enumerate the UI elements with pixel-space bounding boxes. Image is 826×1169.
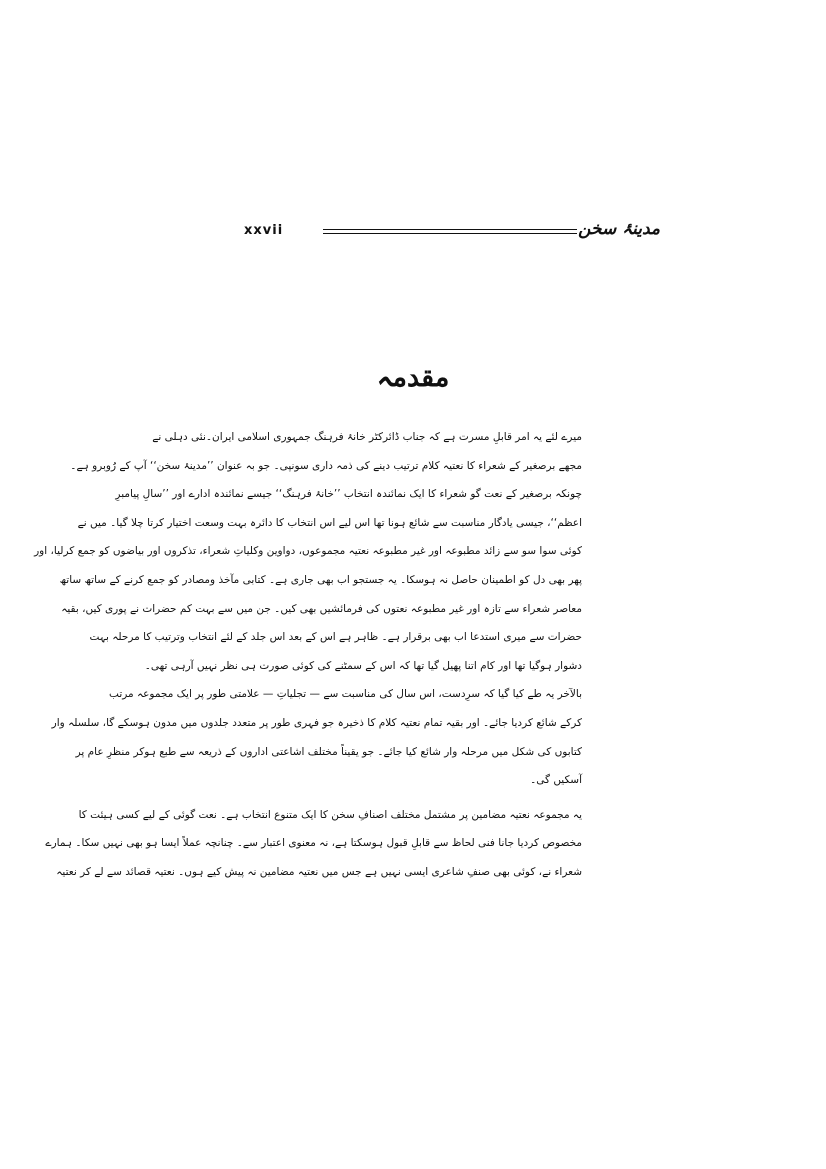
- text-line: مخصوص کردیا جانا فنی لحاظ سے قابلِ قبول ہوسکتا ہے، نہ معنوی اعتبار سے۔ چنانچہ عملاً ایسا ہو بھی نہیں سکا۔ ہمارے: [45, 837, 582, 850]
- text-line: میرے لئے یہ امر قابلِ مسرت ہے کہ جناب ڈائرکٹر خانۂ فرہنگ جمہوری اسلامی ایران۔نئی دہلی نے: [152, 431, 582, 443]
- text-line: حضرات سے میری استدعا اب بھی برقرار ہے۔ ظاہر ہے اس کے بعد اس جلد کے لئے انتخاب وترتیب کا مرحلہ بہت: [89, 631, 582, 644]
- text-line: مجھے برصغیر کے شعراء کا نعتیہ کلام ترتیب دینے کی ذمہ داری سونپی۔ جو بہ عنوان ’’مدینۂ سخن‘‘ آپ کے رُوبرو ہے۔: [70, 459, 582, 472]
- paragraph-2: [34, 480, 582, 680]
- paragraph-4: [45, 801, 582, 887]
- text-line: آسکیں گی۔: [530, 774, 582, 787]
- text-line: کتابوں کی شکل میں مرحلہ وار شائع کیا جائے۔ جو یقیناً مختلف اشاعتی اداروں کے ذریعہ سے طبع ہوکر منظرِ عام پر: [75, 745, 582, 758]
- text-line: دشوار ہوگیا تھا اور کام اتنا پھیل گیا تھا کہ اس کے سمٹنے کی کوئی صورت ہی نظر نہیں آرہی تھی۔: [144, 659, 582, 672]
- text-line: کرکے شائع کردیا جائے۔ اور بقیہ تمام نعتیہ کلام کا ذخیرہ جو فہری طور پر متعدد جلدوں میں مدون ہوسکے گا، سلسلہ وار: [51, 716, 582, 729]
- text-line: شعراء نے، کوئی بھی صنفِ شاعری ایسی نہیں ہے جس میں نعتیہ مضامین نہ پیش کیے ہوں۔ نعتیہ قصائد سے لے کر نعتیہ: [56, 865, 582, 878]
- header-rule-top: [323, 229, 577, 230]
- text-line: چونکہ برصغیر کے نعت گو شعراء کا ایک نمائندہ انتخاب ’’خانۂ فرہنگ‘‘ جیسے نمائندہ ادارے اور ’’سالِ پیامبرِ: [115, 488, 582, 501]
- text-line: اعظم‘‘، جیسی یادگار مناسبت سے شائع ہونا تھا اس لیے اس انتخاب کا دائرہ بہت وسعت اختیار کرتا چلا گیا۔ میں نے: [77, 516, 582, 529]
- text-line: کوئی سوا سو سے زائد مطبوعہ اور غیر مطبوعہ نعتیہ مجموعوں، دواوین وکلیاتِ شعراء، تذکروں اور بیاضوں کو جمع کرلیا، اور: [34, 545, 582, 558]
- text-line: یہ مجموعہ نعتیہ مضامین پر مشتمل مختلف اصنافِ سخن کا ایک متنوع انتخاب ہے۔ نعت گوئی کے لیے کسی ہیئت کا: [78, 808, 582, 821]
- body-text: [34, 423, 582, 887]
- text-line: بالآخر یہ طے کیا گیا کہ سرِدست، اس سال کی مناسبت سے — تجلیاتِ — علامتی طور پر ایک مجموعہ مرتب: [109, 688, 582, 701]
- chapter-heading: مقدمہ: [376, 362, 450, 393]
- header-rule-bottom: [323, 233, 577, 234]
- text-line: پھر بھی دل کو اطمینان حاصل نہ ہوسکا۔ یہ جستجو اب بھی جاری ہے۔ کتابی مآخذ ومصادر کو جمع کرنے کے ساتھ ساتھ: [59, 573, 582, 586]
- running-header: [240, 218, 660, 248]
- paragraph-1: [70, 423, 582, 480]
- text-line: معاصر شعراء سے تازہ اور غیر مطبوعہ نعتوں کی فرمائشیں بھی کیں۔ جن میں سے بہت کم حضرات نے پوری کیں، بقیہ: [61, 602, 582, 615]
- paragraph-3: [51, 680, 582, 794]
- book-title: مدینۂ سخن: [578, 219, 660, 239]
- page-number: xxvii: [244, 223, 284, 238]
